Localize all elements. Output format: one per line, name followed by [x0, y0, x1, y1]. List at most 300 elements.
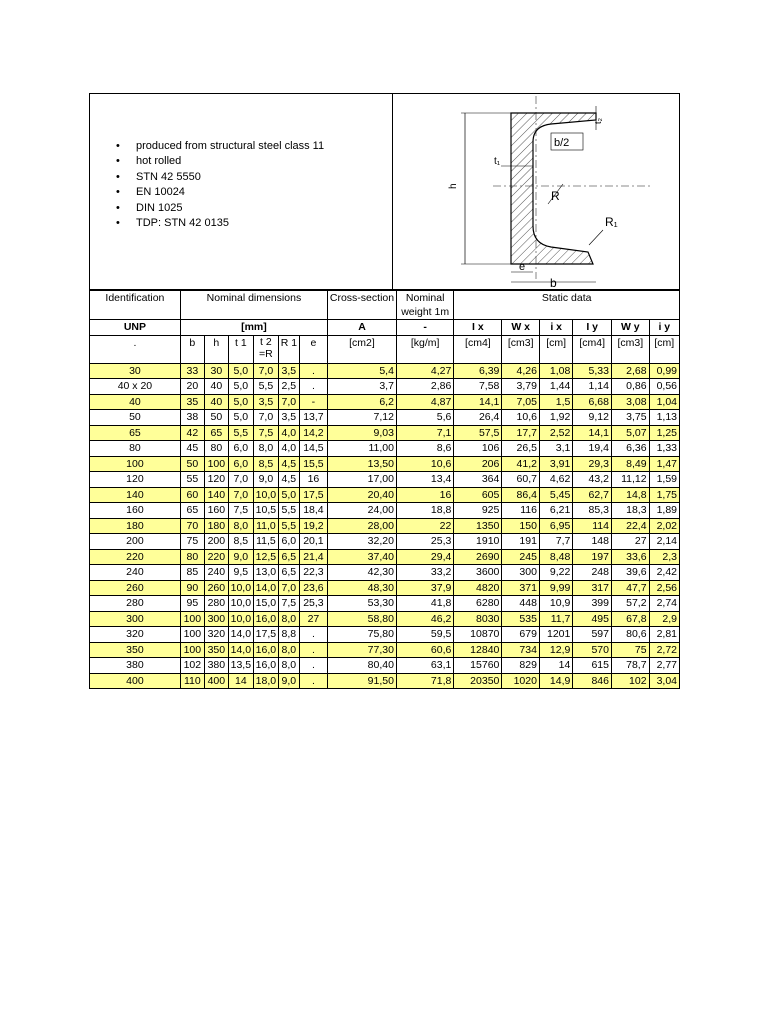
t1-cell: 8,0 [228, 518, 253, 534]
e-cell: 18,4 [299, 503, 327, 519]
weight-cell: 71,8 [396, 673, 453, 689]
b-cell: 50 [180, 456, 204, 472]
iy-radius-cell: 2,77 [649, 658, 679, 674]
iy-moment-cell: 197 [573, 549, 612, 565]
wy-cell: 0,86 [611, 379, 649, 395]
b-cell: 85 [180, 565, 204, 581]
cm-unit: [cm] [539, 335, 572, 363]
e-cell: 14,2 [299, 425, 327, 441]
b-cell: 100 [180, 627, 204, 643]
t1-cell: 7,0 [228, 487, 253, 503]
b-cell: 38 [180, 410, 204, 426]
table-row [90, 379, 680, 395]
iy-radius-cell: 1,75 [649, 487, 679, 503]
iy-moment-cell: 5,33 [573, 363, 612, 379]
weight-cell: 22 [396, 518, 453, 534]
iy-moment-cell: 19,4 [573, 441, 612, 457]
area-cell: 32,20 [328, 534, 397, 550]
table-row [90, 596, 680, 612]
iy-moment-cell: 615 [573, 658, 612, 674]
t2-cell: 11,5 [253, 534, 278, 550]
wx-cell: 60,7 [502, 472, 540, 488]
mm-header: [mm] [180, 320, 327, 336]
wx-cell: 371 [502, 580, 540, 596]
wy-cell: 57,2 [611, 596, 649, 612]
t2-cell: 18,0 [253, 673, 278, 689]
h-cell: 80 [204, 441, 228, 457]
weight-cell: 2,86 [396, 379, 453, 395]
weight-cell: 37,9 [396, 580, 453, 596]
table-row [90, 363, 680, 379]
table-row [90, 549, 680, 565]
t1-cell: 10,0 [228, 580, 253, 596]
b-cell: 110 [180, 673, 204, 689]
table-row [90, 580, 680, 596]
weight-cell: 33,2 [396, 565, 453, 581]
ix-radius-cell: 1,5 [539, 394, 572, 410]
iy-radius-cell: 2,9 [649, 611, 679, 627]
ix-radius-cell: 9,99 [539, 580, 572, 596]
b-cell: 60 [180, 487, 204, 503]
ix-moment-cell: 364 [454, 472, 502, 488]
t1-cell: 5,5 [228, 425, 253, 441]
b-cell: 65 [180, 503, 204, 519]
h-cell: 300 [204, 611, 228, 627]
wy-cell: 75 [611, 642, 649, 658]
table-row [90, 627, 680, 643]
area-cell: 13,50 [328, 456, 397, 472]
table-row [90, 518, 680, 534]
r1-cell: 7,5 [278, 596, 299, 612]
h-cell: 40 [204, 394, 228, 410]
h-cell: 240 [204, 565, 228, 581]
table-row [90, 611, 680, 627]
wx-cell: 41,2 [502, 456, 540, 472]
t1-cell: 13,5 [228, 658, 253, 674]
wx-cell: 191 [502, 534, 540, 550]
area-cell: 77,30 [328, 642, 397, 658]
b-cell: 75 [180, 534, 204, 550]
nominal-dimensions-header: Nominal dimensions [180, 291, 327, 320]
ix-moment-cell: 20350 [454, 673, 502, 689]
designation-cell: 30 [90, 363, 181, 379]
wy-cell: 6,36 [611, 441, 649, 457]
weight-cell: 7,1 [396, 425, 453, 441]
designation-cell: 50 [90, 410, 181, 426]
h-cell: 120 [204, 472, 228, 488]
designation-cell: 400 [90, 673, 181, 689]
r1-label: R₁ [605, 215, 618, 229]
ix-radius-cell: 1,44 [539, 379, 572, 395]
table-row [90, 487, 680, 503]
dot-header: . [90, 335, 181, 363]
ix-moment-cell: 4820 [454, 580, 502, 596]
iy-radius-cell: 3,04 [649, 673, 679, 689]
designation-cell: 260 [90, 580, 181, 596]
area-cell: 6,2 [328, 394, 397, 410]
designation-cell: 380 [90, 658, 181, 674]
wy-cell: 80,6 [611, 627, 649, 643]
notes-panel [90, 94, 393, 289]
t2-cell: 16,0 [253, 611, 278, 627]
iy-moment-cell: 29,3 [573, 456, 612, 472]
h-cell: 180 [204, 518, 228, 534]
iy-moment-cell: 6,68 [573, 394, 612, 410]
r1-cell: 6,5 [278, 565, 299, 581]
h-cell: 280 [204, 596, 228, 612]
ix-moment-cell: 14,1 [454, 394, 502, 410]
area-cell: 48,30 [328, 580, 397, 596]
weight-cell: 5,6 [396, 410, 453, 426]
designation-cell: 65 [90, 425, 181, 441]
cm4-unit: [cm4] [573, 335, 612, 363]
b2-label: b/2 [554, 137, 570, 149]
wy-cell: 67,8 [611, 611, 649, 627]
ix-radius-cell: 6,95 [539, 518, 572, 534]
wy-cell: 33,6 [611, 549, 649, 565]
ix-radius-cell: 1,08 [539, 363, 572, 379]
iy-radius-cell: 1,33 [649, 441, 679, 457]
ix-moment-cell: 605 [454, 487, 502, 503]
ix-radius-cell: 4,62 [539, 472, 572, 488]
designation-cell: 220 [90, 549, 181, 565]
wx-cell: 300 [502, 565, 540, 581]
t1-cell: 10,0 [228, 596, 253, 612]
e-cell: . [299, 673, 327, 689]
note-item: • EN 10024 [136, 185, 324, 200]
t2-cell: 13,0 [253, 565, 278, 581]
ix-radius-cell: 6,21 [539, 503, 572, 519]
header-row-units [90, 335, 680, 363]
weight-cell: 63,1 [396, 658, 453, 674]
ix-radius-cell: 7,7 [539, 534, 572, 550]
iy-radius-cell: 1,13 [649, 410, 679, 426]
iy-moment-cell: 248 [573, 565, 612, 581]
ix-moment-cell: 925 [454, 503, 502, 519]
iy-moment-header: I y [573, 320, 612, 336]
e-cell: - [299, 394, 327, 410]
area-cell: 17,00 [328, 472, 397, 488]
wy-cell: 78,7 [611, 658, 649, 674]
cross-section-header: Cross-section [328, 291, 397, 320]
iy-radius-cell: 1,59 [649, 472, 679, 488]
e-cell: 21,4 [299, 549, 327, 565]
wy-cell: 22,4 [611, 518, 649, 534]
r1-cell: 9,0 [278, 673, 299, 689]
b-cell: 42 [180, 425, 204, 441]
iy-moment-cell: 399 [573, 596, 612, 612]
t1-cell: 6,0 [228, 456, 253, 472]
ix-radius-cell: 14 [539, 658, 572, 674]
t1-cell: 5,0 [228, 410, 253, 426]
ix-radius-cell: 1201 [539, 627, 572, 643]
note-item: • TDP: STN 42 0135 [136, 216, 324, 231]
weight-cell: 16 [396, 487, 453, 503]
weight-cell: 59,5 [396, 627, 453, 643]
t1-cell: 14,0 [228, 642, 253, 658]
wx-cell: 150 [502, 518, 540, 534]
r1-cell: 5,5 [278, 503, 299, 519]
h-cell: 260 [204, 580, 228, 596]
ix-moment-cell: 7,58 [454, 379, 502, 395]
e-cell: . [299, 627, 327, 643]
area-cell: 3,7 [328, 379, 397, 395]
r1-cell: 3,5 [278, 363, 299, 379]
t2-cell: 8,5 [253, 456, 278, 472]
wx-cell: 17,7 [502, 425, 540, 441]
wx-cell: 448 [502, 596, 540, 612]
h-cell: 40 [204, 379, 228, 395]
ix-radius-cell: 11,7 [539, 611, 572, 627]
wx-cell: 116 [502, 503, 540, 519]
b-cell: 102 [180, 658, 204, 674]
weight-cell: 29,4 [396, 549, 453, 565]
b-cell: 90 [180, 580, 204, 596]
iy-moment-cell: 846 [573, 673, 612, 689]
iy-radius-cell: 2,02 [649, 518, 679, 534]
header-row-symbols [90, 320, 680, 336]
e-cell: 22,3 [299, 565, 327, 581]
ix-moment-cell: 1350 [454, 518, 502, 534]
note-item: • hot rolled [136, 154, 324, 169]
iy-moment-cell: 9,12 [573, 410, 612, 426]
designation-cell: 350 [90, 642, 181, 658]
table-row [90, 441, 680, 457]
wy-cell: 18,3 [611, 503, 649, 519]
e-cell: 17,5 [299, 487, 327, 503]
r1-cell: 5,5 [278, 518, 299, 534]
iy-moment-cell: 1,14 [573, 379, 612, 395]
t2-cell: 3,5 [253, 394, 278, 410]
iy-moment-cell: 43,2 [573, 472, 612, 488]
r1-cell: 6,5 [278, 549, 299, 565]
weight-cell: 10,6 [396, 456, 453, 472]
iy-radius-cell: 1,25 [649, 425, 679, 441]
ix-moment-cell: 2690 [454, 549, 502, 565]
e-cell: 16 [299, 472, 327, 488]
h-cell: 65 [204, 425, 228, 441]
weight-cell: 41,8 [396, 596, 453, 612]
h-cell: 220 [204, 549, 228, 565]
wy-cell: 102 [611, 673, 649, 689]
area-cell: 28,00 [328, 518, 397, 534]
t1-cell: 14 [228, 673, 253, 689]
e-cell: 15,5 [299, 456, 327, 472]
e-cell: 13,7 [299, 410, 327, 426]
iy-moment-cell: 85,3 [573, 503, 612, 519]
designation-cell: 80 [90, 441, 181, 457]
t2-cell: 14,0 [253, 580, 278, 596]
t2-cell: 16,0 [253, 642, 278, 658]
t2-header: t 2 =R [253, 335, 278, 363]
wx-cell: 1020 [502, 673, 540, 689]
wx-cell: 7,05 [502, 394, 540, 410]
e-cell: 25,3 [299, 596, 327, 612]
t1-cell: 5,0 [228, 379, 253, 395]
wx-cell: 535 [502, 611, 540, 627]
r1-cell: 4,5 [278, 472, 299, 488]
designation-cell: 140 [90, 487, 181, 503]
h-header: h [204, 335, 228, 363]
t2-cell: 8,0 [253, 441, 278, 457]
wy-cell: 14,8 [611, 487, 649, 503]
t2-cell: 11,0 [253, 518, 278, 534]
wx-cell: 4,26 [502, 363, 540, 379]
r-label: R [551, 189, 560, 203]
area-cell: 91,50 [328, 673, 397, 689]
iy-radius-cell: 0,99 [649, 363, 679, 379]
ix-radius-cell: 3,1 [539, 441, 572, 457]
static-data-header: Static data [454, 291, 680, 320]
ix-moment-cell: 6280 [454, 596, 502, 612]
designation-cell: 320 [90, 627, 181, 643]
t1-cell: 10,0 [228, 611, 253, 627]
ix-moment-cell: 8030 [454, 611, 502, 627]
e-cell: . [299, 363, 327, 379]
table-row [90, 394, 680, 410]
table-row [90, 565, 680, 581]
designation-cell: 160 [90, 503, 181, 519]
e-label: e [519, 261, 526, 273]
area-cell: 7,12 [328, 410, 397, 426]
r1-cell: 4,0 [278, 425, 299, 441]
iy-radius-cell: 2,42 [649, 565, 679, 581]
wx-cell: 829 [502, 658, 540, 674]
iy-radius-cell: 2,72 [649, 642, 679, 658]
steel-profile-sheet [89, 93, 680, 689]
wy-cell: 3,75 [611, 410, 649, 426]
t2-cell: 7,0 [253, 410, 278, 426]
b-cell: 100 [180, 611, 204, 627]
b-cell: 55 [180, 472, 204, 488]
wy-cell: 5,07 [611, 425, 649, 441]
r1-cell: 4,0 [278, 441, 299, 457]
area-cell: 75,80 [328, 627, 397, 643]
t1-cell: 6,0 [228, 441, 253, 457]
header-row-group [90, 291, 680, 320]
e-cell: 20,1 [299, 534, 327, 550]
iy-moment-cell: 597 [573, 627, 612, 643]
t1-cell: 5,0 [228, 363, 253, 379]
t2-cell: 16,0 [253, 658, 278, 674]
h-label: h [448, 183, 459, 189]
r1-cell: 7,0 [278, 580, 299, 596]
h-cell: 350 [204, 642, 228, 658]
iy-moment-cell: 62,7 [573, 487, 612, 503]
wx-cell: 734 [502, 642, 540, 658]
b-cell: 35 [180, 394, 204, 410]
iy-radius-cell: 2,81 [649, 627, 679, 643]
t1-cell: 5,0 [228, 394, 253, 410]
weight-cell: 8,6 [396, 441, 453, 457]
weight-cell: 25,3 [396, 534, 453, 550]
wy-cell: 39,6 [611, 565, 649, 581]
h-cell: 50 [204, 410, 228, 426]
table-row [90, 456, 680, 472]
wy-cell: 47,7 [611, 580, 649, 596]
iy-radius-cell: 1,89 [649, 503, 679, 519]
b-cell: 70 [180, 518, 204, 534]
b-header: b [180, 335, 204, 363]
sheet-header-block [89, 93, 680, 290]
e-header: e [299, 335, 327, 363]
ix-radius-cell: 8,48 [539, 549, 572, 565]
h-cell: 200 [204, 534, 228, 550]
wy-cell: 2,68 [611, 363, 649, 379]
ix-radius-cell: 2,52 [539, 425, 572, 441]
table-row [90, 642, 680, 658]
wx-cell: 679 [502, 627, 540, 643]
b-label: b [550, 276, 557, 289]
kgm-unit: [kg/m] [396, 335, 453, 363]
t1-header: t 1 [228, 335, 253, 363]
e-cell: . [299, 658, 327, 674]
r1-cell: 8,0 [278, 658, 299, 674]
iy-moment-cell: 114 [573, 518, 612, 534]
table-row [90, 503, 680, 519]
weight-cell: 60,6 [396, 642, 453, 658]
note-item: • produced from structural steel class 11 [136, 139, 324, 154]
table-row [90, 425, 680, 441]
weight-cell: 18,8 [396, 503, 453, 519]
iy-radius-cell: 2,74 [649, 596, 679, 612]
b-cell: 45 [180, 441, 204, 457]
iy-radius-cell: 2,3 [649, 549, 679, 565]
r1-cell: 2,5 [278, 379, 299, 395]
t2-cell: 12,5 [253, 549, 278, 565]
ix-moment-header: I x [454, 320, 502, 336]
wx-cell: 245 [502, 549, 540, 565]
iy-radius-cell: 1,04 [649, 394, 679, 410]
area-cell: 80,40 [328, 658, 397, 674]
t2-cell: 15,0 [253, 596, 278, 612]
designation-cell: 280 [90, 596, 181, 612]
iy-moment-cell: 148 [573, 534, 612, 550]
h-cell: 380 [204, 658, 228, 674]
b-cell: 33 [180, 363, 204, 379]
area-cell: 53,30 [328, 596, 397, 612]
table-row [90, 534, 680, 550]
table-row [90, 472, 680, 488]
area-cell: 9,03 [328, 425, 397, 441]
area-cell: 20,40 [328, 487, 397, 503]
designation-cell: 40 x 20 [90, 379, 181, 395]
table-row [90, 673, 680, 689]
e-cell: 27 [299, 611, 327, 627]
ix-moment-cell: 57,5 [454, 425, 502, 441]
wy-header: W y [611, 320, 649, 336]
r1-cell: 5,0 [278, 487, 299, 503]
area-cell: 11,00 [328, 441, 397, 457]
identification-header: Identification [90, 291, 181, 320]
r1-cell: 8,8 [278, 627, 299, 643]
iy-moment-cell: 570 [573, 642, 612, 658]
area-cell: 37,40 [328, 549, 397, 565]
b-cell: 100 [180, 642, 204, 658]
ix-moment-cell: 15760 [454, 658, 502, 674]
wy-cell: 11,12 [611, 472, 649, 488]
t2-cell: 10,5 [253, 503, 278, 519]
h-cell: 160 [204, 503, 228, 519]
wx-cell: 3,79 [502, 379, 540, 395]
weight-cell: 13,4 [396, 472, 453, 488]
ix-radius-cell: 3,91 [539, 456, 572, 472]
h-cell: 320 [204, 627, 228, 643]
designation-cell: 180 [90, 518, 181, 534]
area-cell: 42,30 [328, 565, 397, 581]
wy-cell: 27 [611, 534, 649, 550]
t2-cell: 7,5 [253, 425, 278, 441]
